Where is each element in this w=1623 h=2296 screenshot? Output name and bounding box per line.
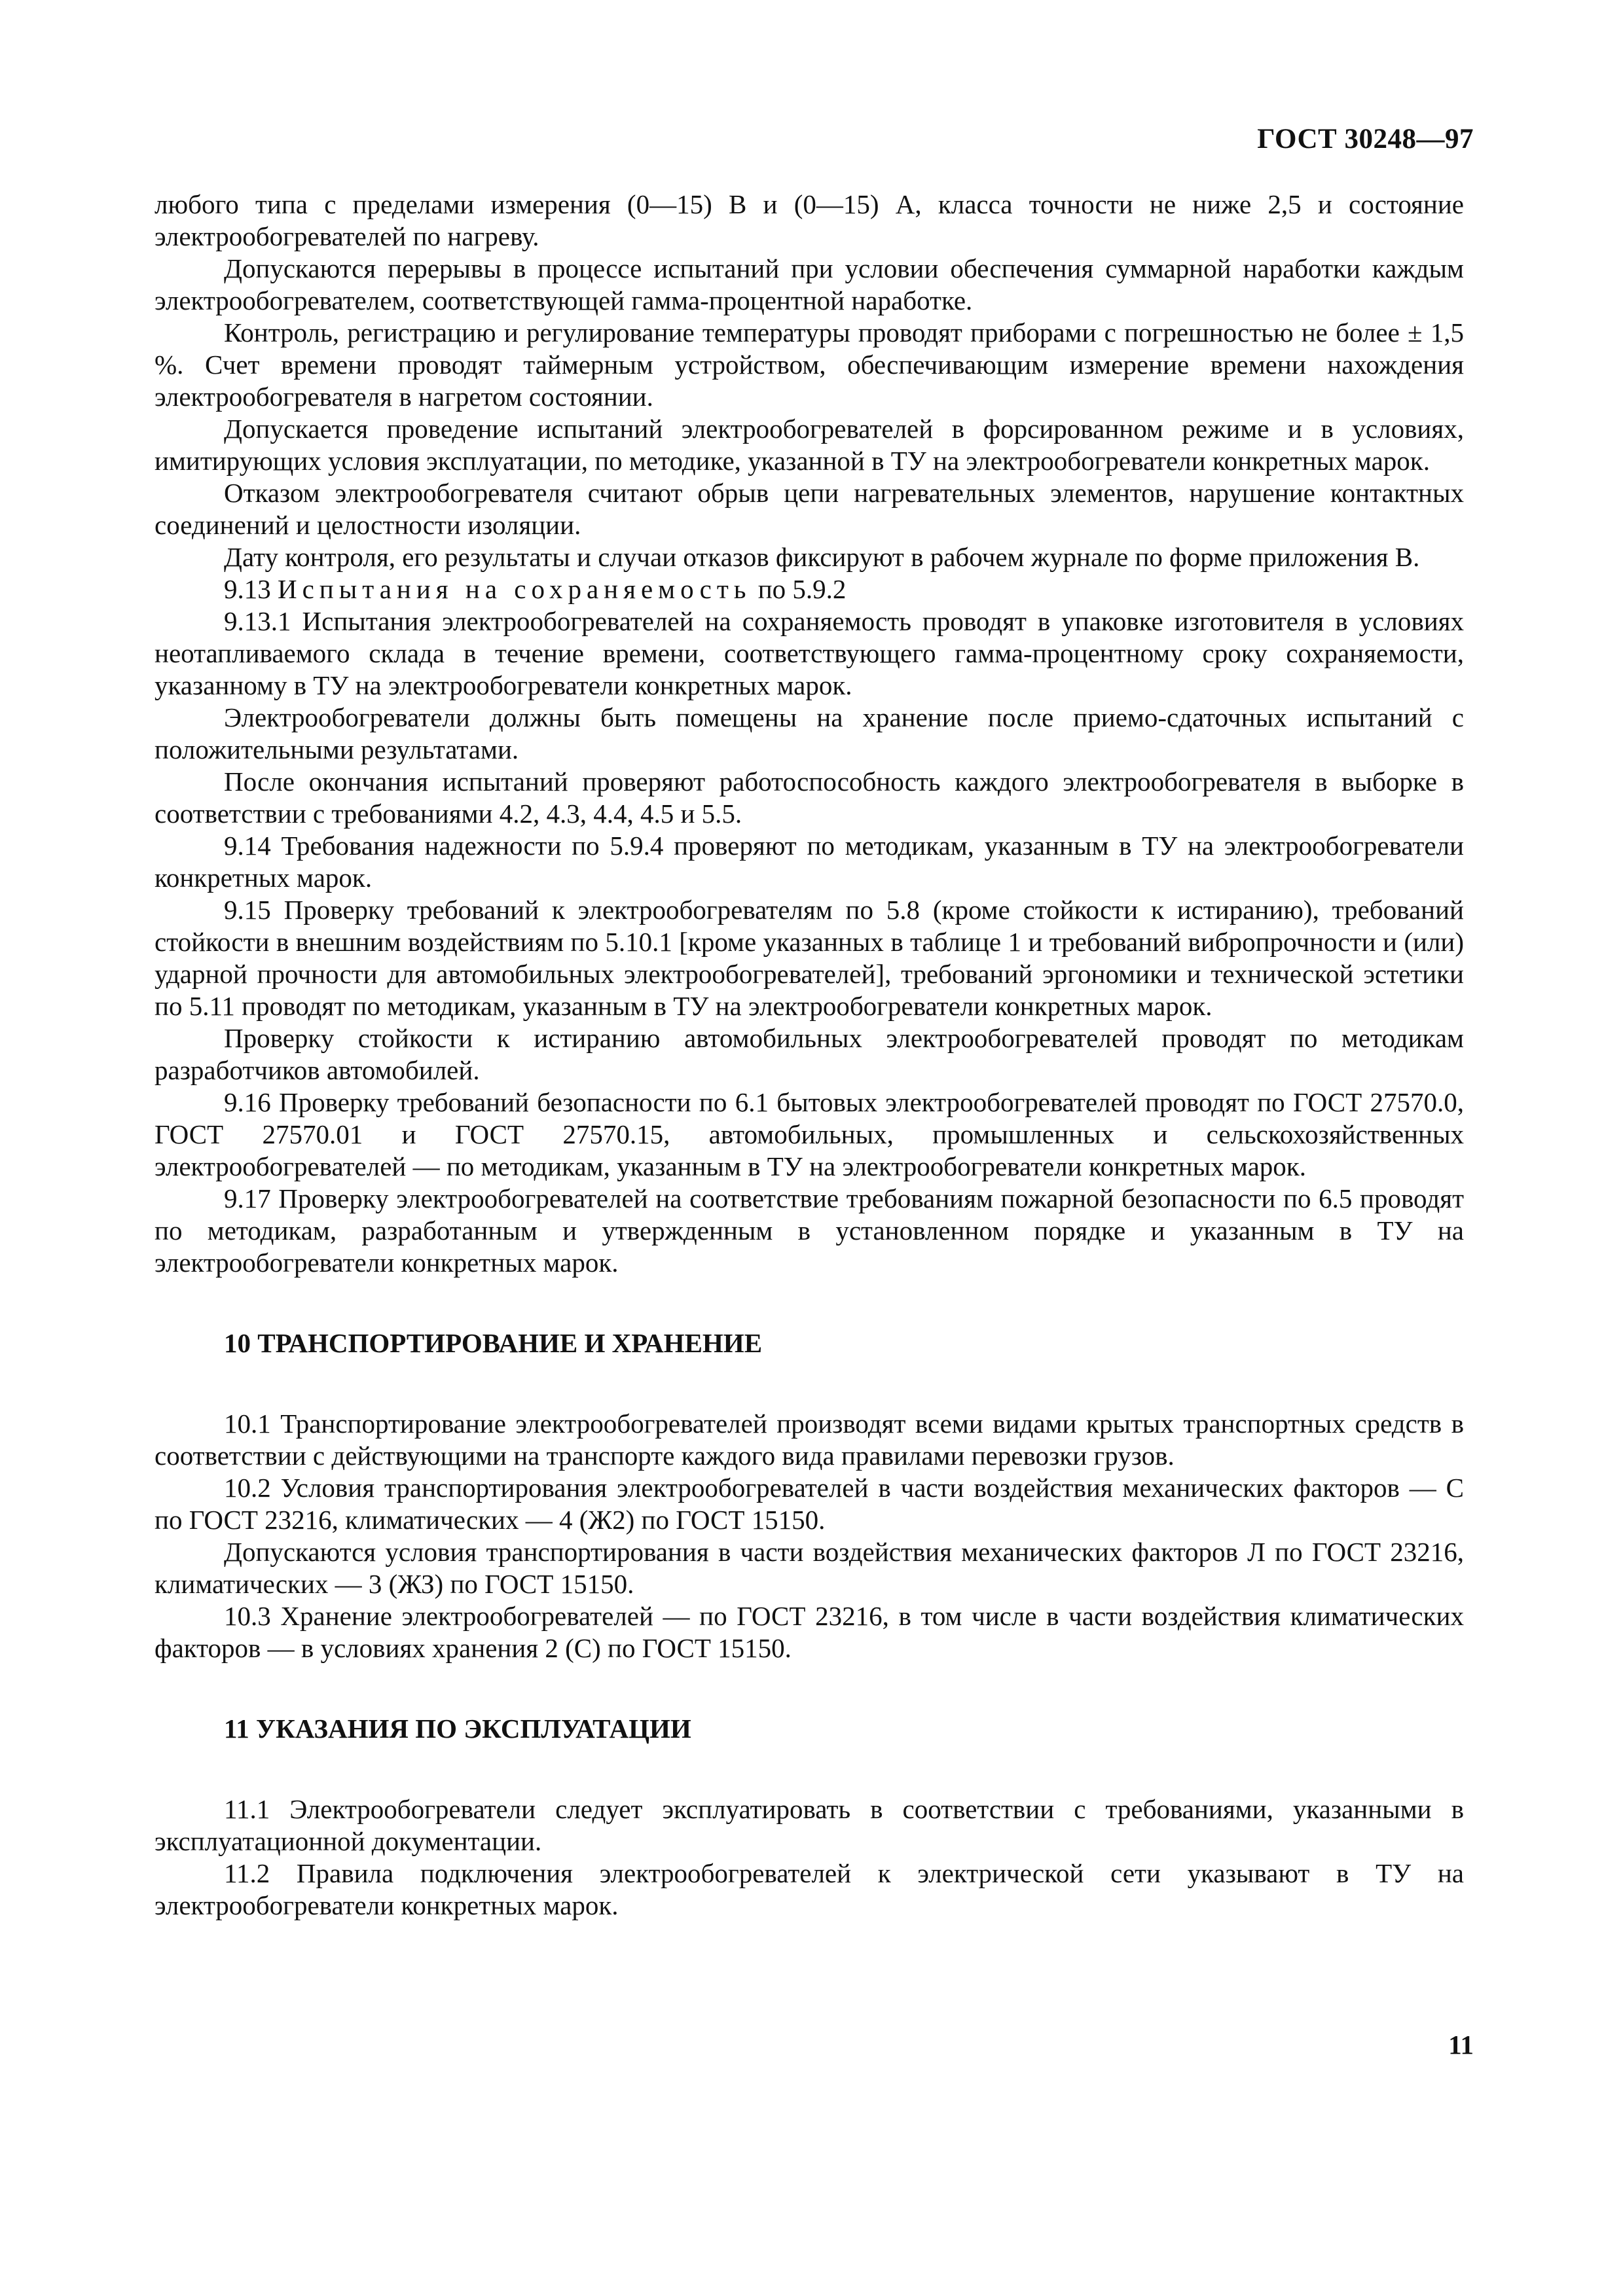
paragraph-9-13-1: 9.13.1 Испытания электрообогревателей на сохраняемость проводят в упаковке изготовителя в условиях неотапливаемого склада в течение времени, соответствующего гамма-процентному сроку сохраняемости, указанному в ТУ на электрообогреватели конкретных марок. <box>155 606 1464 700</box>
paragraph-forced-mode: Допускается проведение испытаний электрообогревателей в форсированном режиме и в условиях, имитирующих условия эксплуатации, по методике, указанной в ТУ на электрообогреватели конкретных марок. <box>155 414 1464 476</box>
paragraph-10-2-allowed: Допускаются условия транспортирования в части воздействия механических факторов Л по ГОСТ 23216, климатических — 3 (ЖЗ) по ГОСТ 15150. <box>155 1537 1464 1599</box>
paragraph-9-15: 9.15 Проверку требований к электрообогревателям по 5.8 (кроме стойкости к истиранию), требований стойкости в внешним воздействиям по 5.10.1 [кроме указанных в таблице 1 и требований вибропрочности и (или) ударной прочности для автомобильных электрообогревателей], требований эргономики и технической эстетики по 5.11 проводят по методикам, указанным в ТУ на электрообогреватели конкретных марок. <box>155 895 1464 1021</box>
section-9-13-ref: по 5.9.2 <box>757 574 847 604</box>
section-9-13-number: 9.13 <box>224 574 271 604</box>
paragraph-9-14: 9.14 Требования надежности по 5.9.4 проверяют по методикам, указанным в ТУ на электрообогреватели конкретных марок. <box>155 831 1464 893</box>
section-11-heading: 11 УКАЗАНИЯ ПО ЭКСПЛУАТАЦИИ <box>224 1713 691 1744</box>
section-9-13-heading <box>155 573 1464 605</box>
paragraph-storage-after-tests: Электрообогреватели должны быть помещены на хранение после приемо-сдаточных испытаний с положительными результатами. <box>155 702 1464 764</box>
document-code-header: ГОСТ 30248—97 <box>1257 124 1474 154</box>
paragraph-9-16: 9.16 Проверку требований безопасности по 6.1 бытовых электрообогревателей проводят по ГОСТ 27570.0, ГОСТ 27570.01 и ГОСТ 27570.15, автомобильных, промышленных и сельскохозяйственных электрообогревателей — по методикам, указанным в ТУ на электрообогреватели конкретных марок. <box>155 1087 1464 1181</box>
paragraph-failure-definition: Отказом электрообогревателя считают обрыв цепи нагревательных элементов, нарушение контактных соединений и целостности изоляции. <box>155 478 1464 540</box>
paragraph-after-test-check: После окончания испытаний проверяют работоспособность каждого электрообогревателя в выборке в соответствии с требованиями 4.2, 4.3, 4.4, 4.5 и 5.5. <box>155 766 1464 829</box>
section-10-heading: 10 ТРАНСПОРТИРОВАНИЕ И ХРАНЕНИЕ <box>224 1328 763 1358</box>
paragraph-interruptions: Допускаются перерывы в процессе испытаний при условии обеспечения суммарной наработки каждым электрообогревателем, соответствующей гамма-процентной наработке. <box>155 253 1464 315</box>
paragraph-11-1: 11.1 Электрообогреватели следует эксплуатировать в соответствии с требованиями, указанными в эксплуатационной документации. <box>155 1794 1464 1856</box>
paragraph-9-17: 9.17 Проверку электрообогревателей на соответствие требованиям пожарной безопасности по 6.5 проводят по методикам, разработанным и утвержденным в установленном порядке и указанным в ТУ на электрообогреватели конкретных марок. <box>155 1183 1464 1278</box>
section-9-13-title: Испытания на сохраняемость <box>278 574 752 604</box>
paragraph-abrasion: Проверку стойкости к истиранию автомобильных электрообогревателей проводят по методикам разработчиков автомобилей. <box>155 1023 1464 1085</box>
paragraph-journal: Дату контроля, его результаты и случаи отказов фиксируют в рабочем журнале по форме приложения В. <box>224 542 1420 572</box>
paragraph-continuation: любого типа с пределами измерения (0—15) В и (0—15) А, класса точности не ниже 2,5 и состояние электрообогревателей по нагреву. <box>155 189 1464 251</box>
document-body <box>155 188 1464 1922</box>
paragraph-10-2: 10.2 Условия транспортирования электрообогревателей в части воздействия механических факторов — С по ГОСТ 23216, климатических — 4 (Ж2) по ГОСТ 15150. <box>155 1473 1464 1535</box>
paragraph-10-3: 10.3 Хранение электрообогревателей — по ГОСТ 23216, в том числе в части воздействия климатических факторов — в условиях хранения 2 (С) по ГОСТ 15150. <box>155 1601 1464 1663</box>
page-number: 11 <box>1448 2030 1474 2060</box>
paragraph-10-1: 10.1 Транспортирование электрообогревателей производят всеми видами крытых транспортных средств в соответствии с действующими на транспорте каждого вида правилами перевозки грузов. <box>155 1408 1464 1471</box>
paragraph-temperature-control: Контроль, регистрацию и регулирование температуры проводят приборами с погрешностью не более ± 1,5 %. Счет времени проводят таймерным устройством, обеспечивающим измерение времени нахождения электрообогревателя в нагретом состоянии. <box>155 317 1464 412</box>
paragraph-11-2: 11.2 Правила подключения электрообогревателей к электрической сети указывают в ТУ на электрообогреватели конкретных марок. <box>155 1858 1464 1920</box>
